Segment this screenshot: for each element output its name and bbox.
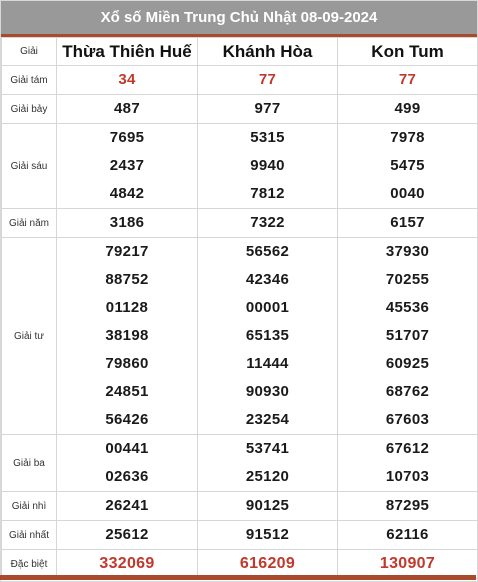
- result-number: 25120: [245, 468, 290, 485]
- result-number: 02636: [105, 468, 149, 485]
- result-number: 7695: [109, 129, 145, 146]
- result-cell: [57, 238, 198, 435]
- result-number: 23254: [245, 411, 290, 428]
- result-cell: [57, 124, 198, 209]
- result-number: 88752: [105, 271, 149, 288]
- result-number: 90125: [245, 497, 290, 514]
- result-number: 10703: [385, 468, 430, 485]
- result-number: 42346: [245, 271, 290, 288]
- result-cell: [338, 209, 478, 238]
- result-cell: [338, 124, 478, 209]
- prize-label: Giải tám: [2, 66, 57, 95]
- province-header-khanh-hoa: Khánh Hòa: [198, 38, 338, 66]
- jackpot-number: 616209: [239, 555, 296, 572]
- prize-row-giai-ba: [2, 435, 478, 492]
- result-number: 79217: [105, 243, 149, 260]
- result-number: 38198: [105, 327, 149, 344]
- result-cell: [338, 492, 478, 521]
- result-cell: [198, 238, 338, 435]
- result-number: 91512: [245, 526, 290, 543]
- result-number: 77: [398, 71, 417, 88]
- prize-row-giai-nam: [2, 209, 478, 238]
- result-number: 68762: [385, 383, 430, 400]
- result-number: 9940: [250, 157, 285, 174]
- result-number: 11444: [246, 355, 289, 372]
- results-title: Xổ số Miền Trung Chủ Nhật 08-09-2024: [1, 1, 477, 37]
- prize-label: Giải bảy: [2, 95, 57, 124]
- result-number: 77: [258, 71, 277, 88]
- prize-row-giai-nhi: [2, 492, 478, 521]
- result-number: 25612: [105, 526, 149, 543]
- result-number: 53741: [245, 440, 290, 457]
- result-number: 56562: [245, 243, 290, 260]
- jackpot-number: 332069: [99, 555, 155, 572]
- prize-column-header: Giải: [2, 38, 57, 66]
- prize-row-giai-nhat: [2, 521, 478, 550]
- prize-label: Giải ba: [2, 435, 57, 492]
- result-number: 37930: [385, 243, 430, 260]
- result-cell: [57, 435, 198, 492]
- result-number: 65135: [245, 327, 290, 344]
- result-number: 56426: [105, 411, 149, 428]
- result-number: 24851: [105, 383, 149, 400]
- result-number: 00441: [105, 440, 149, 457]
- result-number: 00001: [245, 299, 290, 316]
- prize-label: Giải tư: [2, 238, 57, 435]
- prize-row-giai-sau: [2, 124, 478, 209]
- result-cell: [338, 66, 478, 95]
- result-cell: [57, 95, 198, 124]
- result-cell: [198, 66, 338, 95]
- prize-row-giai-bay: [2, 95, 478, 124]
- result-number: 62116: [386, 526, 429, 543]
- result-cell: [57, 209, 198, 238]
- result-number: 7978: [390, 129, 425, 146]
- prize-row-giai-tam: [2, 66, 478, 95]
- result-cell: [57, 492, 198, 521]
- prize-row-giai-tu: [2, 238, 478, 435]
- result-number: 6157: [390, 214, 425, 231]
- result-number: 977: [254, 100, 281, 117]
- result-cell: [198, 435, 338, 492]
- result-number: 3186: [109, 214, 145, 231]
- prize-label: Giải năm: [2, 209, 57, 238]
- result-number: 2437: [109, 157, 145, 174]
- result-cell: [338, 95, 478, 124]
- result-cell: [198, 492, 338, 521]
- prize-label: Giải nhì: [2, 492, 57, 521]
- result-number: 499: [394, 100, 421, 117]
- header-row: [2, 38, 478, 66]
- results-table: [1, 37, 478, 579]
- result-cell: [198, 95, 338, 124]
- result-cell: [57, 66, 198, 95]
- result-number: 34: [118, 71, 136, 88]
- result-number: 67603: [385, 411, 430, 428]
- result-cell: [57, 521, 198, 550]
- result-number: 4842: [109, 185, 145, 202]
- province-header-hue: Thừa Thiên Huế: [57, 38, 198, 66]
- result-number: 87295: [385, 497, 430, 514]
- result-number: 45536: [385, 299, 430, 316]
- result-number: 7812: [250, 185, 285, 202]
- result-cell: [338, 435, 478, 492]
- result-number: 26241: [105, 497, 149, 514]
- result-number: 5315: [250, 129, 285, 146]
- prize-label: Giải sáu: [2, 124, 57, 209]
- result-number: 487: [114, 100, 140, 117]
- result-cell: [338, 238, 478, 435]
- bottom-accent-bar: [0, 575, 476, 580]
- result-number: 01128: [105, 299, 149, 316]
- result-number: 51707: [385, 327, 430, 344]
- prize-label: Giải nhất: [2, 521, 57, 550]
- result-cell: [198, 124, 338, 209]
- result-number: 67612: [385, 440, 430, 457]
- result-number: 79860: [105, 355, 149, 372]
- result-number: 5475: [390, 157, 425, 174]
- result-number: 60925: [385, 355, 430, 372]
- jackpot-number: 130907: [379, 555, 436, 572]
- result-cell: [198, 209, 338, 238]
- result-number: 7322: [250, 214, 285, 231]
- result-cell: [338, 521, 478, 550]
- result-cell: [198, 521, 338, 550]
- result-number: 70255: [385, 271, 430, 288]
- prize-label: Đặc biệt: [2, 550, 57, 579]
- result-number: 90930: [245, 383, 290, 400]
- result-number: 0040: [390, 185, 425, 202]
- province-header-kon-tum: Kon Tum: [338, 38, 478, 66]
